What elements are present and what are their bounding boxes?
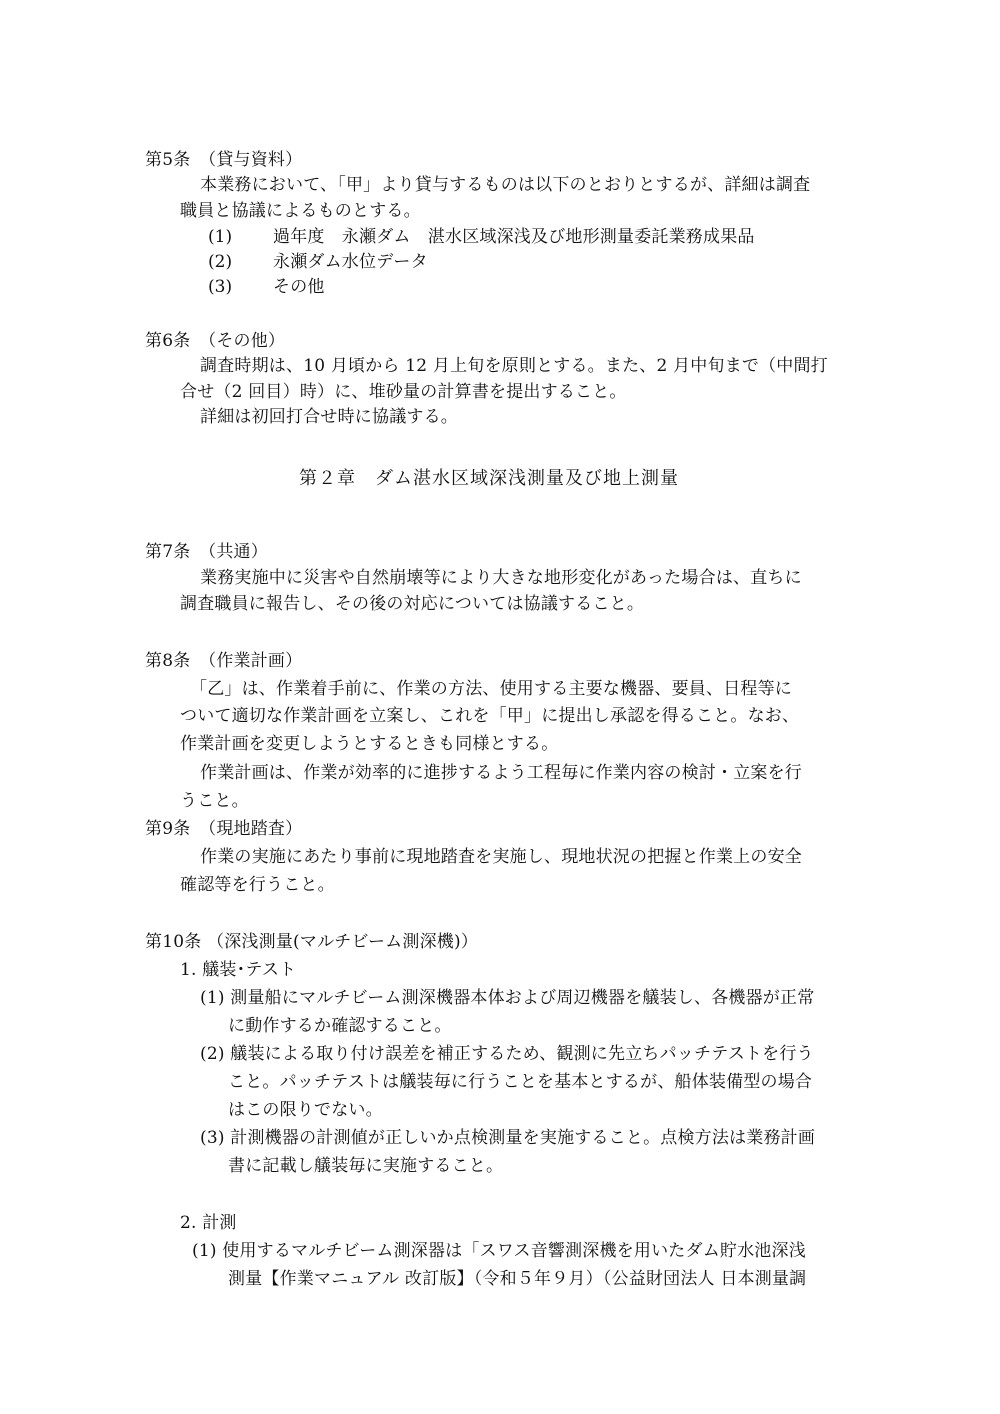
article-10-s1-item1-line2: に動作するか確認すること。 [228,1016,452,1036]
article-10-s1-item1-line1: (1) 測量船にマルチビーム測深機器本体および周辺機器を艤装し、各機器が正常 [200,988,815,1008]
article-5-item-1-text: 過年度 永瀬ダム 湛水区域深浅及び地形測量委託業務成果品 [273,227,755,247]
article-5-item-1-number: (1) [208,227,233,247]
article-5-text-line2: 職員と協議によるものとする。 [180,201,421,221]
article-7-text-line2: 調査職員に報告し、その後の対応については協議すること。 [180,594,645,614]
article-8-text-line1: 「乙」は、作業着手前に、作業の方法、使用する主要な機器、要員、日程等に [190,679,792,699]
article-10-section-1-title: 1. 艤装･テスト [180,960,297,980]
article-8-heading: 第8条 （作業計画） [145,651,303,671]
article-8-text-line3: 作業計画を変更しようとするときも同様とする。 [180,734,559,754]
article-10-s1-item2-line3: はこの限りでない。 [228,1100,383,1120]
article-10-s1-item2-line1: (2) 艤装による取り付け誤差を補正するため、観測に先立ちパッチテストを行う [200,1044,814,1064]
article-10-s1-item3-line1: (3) 計測機器の計測値が正しいか点検測量を実施すること。点検方法は業務計画 [200,1128,816,1148]
article-5-item-3-number: (3) [208,277,233,297]
article-9-text-line2: 確認等を行うこと。 [180,875,335,895]
article-6-text-line2: 合せ（2 回目）時）に、堆砂量の計算書を提出すること。 [180,382,627,402]
article-5-item-3-text: その他 [273,277,325,297]
article-8-text-line5: うこと。 [180,791,249,811]
article-7-text-line1: 業務実施中に災害や自然崩壊等により大きな地形変化があった場合は、直ちに [200,568,802,588]
article-8-text-line2: ついて適切な作業計画を立案し、これを「甲」に提出し承認を得ること。なお、 [180,706,800,726]
article-9-text-line1: 作業の実施にあたり事前に現地踏査を実施し、現地状況の把握と作業上の安全 [200,847,802,867]
article-10-s1-item2-line2: こと。パッチテストは艤装毎に行うことを基本とするが、船体装備型の場合 [228,1072,813,1092]
article-10-section-2-title: 2. 計測 [180,1213,237,1233]
article-10-heading: 第10条 （深浅測量(マルチビーム測深機)） [145,932,479,952]
article-10-s2-item1-line2: 測量【作業マニュアル 改訂版】（令和５年９月）（公益財団法人 日本測量調 [228,1269,807,1289]
article-7-heading: 第7条 （共通） [145,542,268,562]
article-5-heading: 第5条 （貸与資料） [145,150,303,170]
article-6-text-line3: 詳細は初回打合せ時に協議する。 [200,407,458,427]
article-8-text-line4: 作業計画は、作業が効率的に進捗するよう工程毎に作業内容の検討・立案を行 [200,763,802,783]
article-6-text-line1: 調査時期は、10 月頃から 12 月上旬を原則とする。また、2 月中旬まで（中間打 [200,356,828,376]
article-5-text-line1: 本業務において、「甲」より貸与するものは以下のとおりとするが、詳細は調査 [200,175,811,195]
article-9-heading: 第9条 （現地踏査） [145,819,303,839]
article-10-s2-item1-line1: (1) 使用するマルチビーム測深器は「スワス音響測深機を用いたダム貯水池深浅 [192,1241,806,1261]
article-5-item-2-number: (2) [208,252,233,272]
article-5-item-2-text: 永瀬ダム水位データ [273,252,428,272]
article-10-s1-item3-line2: 書に記載し艤装毎に実施すること。 [228,1156,504,1176]
chapter-2-title: 第２章 ダム湛水区域深浅測量及び地上測量 [299,468,679,489]
article-6-heading: 第6条 （その他） [145,331,286,351]
